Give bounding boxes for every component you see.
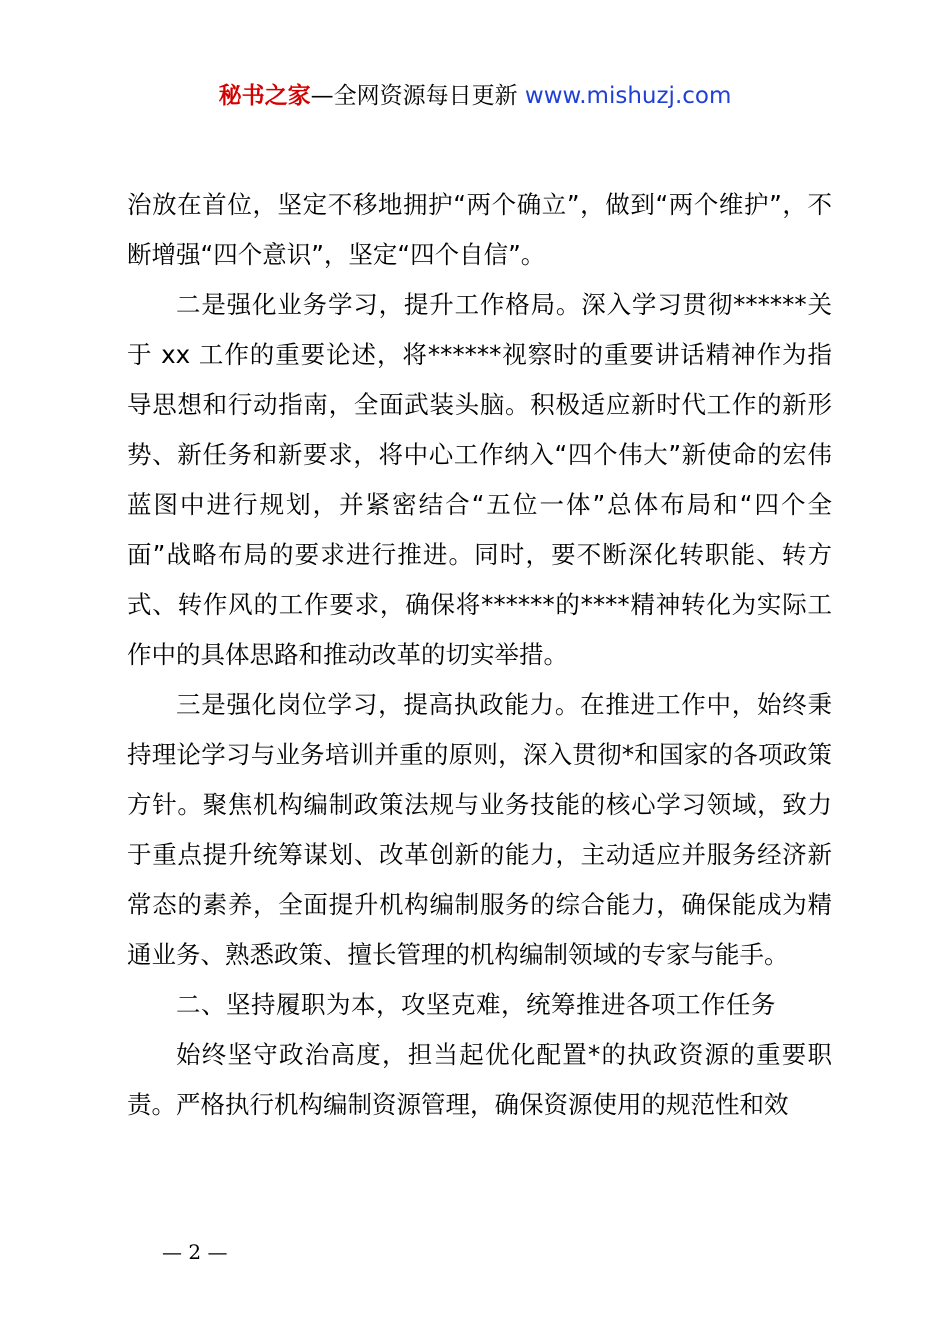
paragraph-post-study: 三是强化岗位学习，提高执政能力。在推进工作中，始终秉持理论学习与业务培训并重的原则，深入贯彻*和国家的各项政策方针。聚焦机构编制政策法规与业务技能的核心学习领域，致力于重点提升统筹谋划、改革创新的能力，主动适应并服务经济新常态的素养，全面提升机构编制服务的综合能力，确保能成为精通业务、熟悉政策、擅长管理的机构编制领域的专家与能手。 (127, 690, 832, 969)
section-heading: 二、坚持履职为本，攻坚克难，统筹推进各项工作任务 (176, 990, 776, 1019)
site-slogan: —全网资源每日更新 (310, 83, 518, 109)
site-brand: 秘书之家 (218, 83, 311, 109)
page-number: — 2 — (162, 1240, 228, 1264)
site-url-link[interactable]: www.mishuzj.com (524, 83, 732, 109)
paragraph-continued: 治放在首位，坚定不移地拥护“两个确立”，做到“两个维护”，不断增强“四个意识”，坚定“四个自信”。 (127, 190, 832, 269)
site-banner (0, 80, 950, 112)
paragraph-business-study: 二是强化业务学习，提升工作格局。深入学习贯彻******关于 xx 工作的重要论述，将******视察时的重要讲话精神作为指导思想和行动指南，全面武装头脑。积极适应新时代工作的新形势、新任务和新要求，将中心工作纳入“四个伟大”新使命的宏伟蓝图中进行规划，并紧密结合“五位一体”总体布局和“四个全面”战略布局的要求进行推进。同时，要不断深化转职能、转方式、转作风的工作要求，确保将******的****精神转化为实际工作中的具体思路和推动改革的切实举措。 (127, 290, 832, 669)
document-body (127, 180, 832, 1130)
paragraph-political-height: 始终坚守政治高度，担当起优化配置*的执政资源的重要职责。严格执行机构编制资源管理，确保资源使用的规范性和效 (127, 1040, 832, 1119)
